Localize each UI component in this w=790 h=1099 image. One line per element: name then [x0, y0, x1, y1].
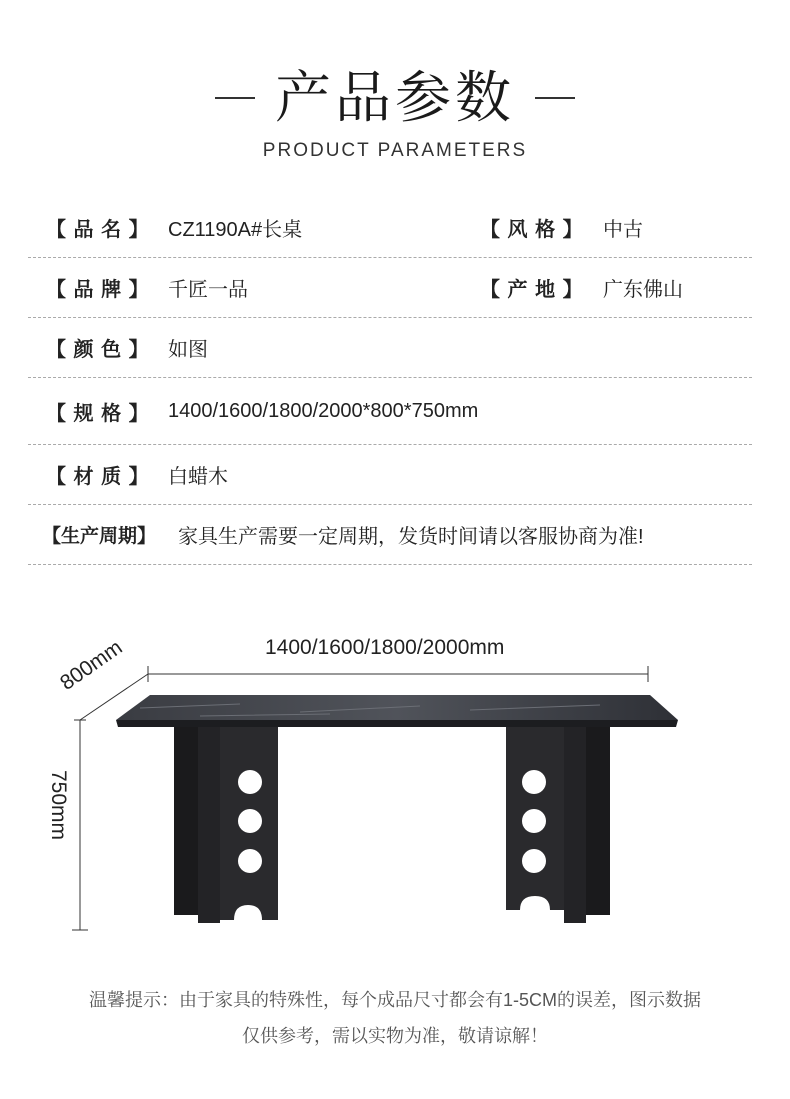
param-row-material [28, 445, 752, 505]
notice-line-2: 仅供参考，需以实物为准，敬请谅解！ [242, 1026, 548, 1046]
page-subtitle: PRODUCT PARAMETERS [262, 140, 528, 161]
notice-text [0, 982, 790, 1054]
color-value: 如图 [168, 339, 208, 361]
page-title: 产品参数 [275, 66, 515, 129]
cycle-value: 家具生产需要一定周期，发货时间请以客服协商为准! [178, 526, 644, 548]
title-right-line [535, 97, 575, 99]
width-dimension-label: 1400/1600/1800/2000mm [265, 636, 505, 659]
title-row [0, 62, 790, 134]
left-leg [174, 727, 278, 923]
spec-value: 1400/1600/1800/2000*800*750mm [168, 399, 479, 422]
name-value: CZ1190A#长桌 [168, 219, 303, 241]
spec-label: 【 规 格 】 [46, 402, 150, 425]
height-dimension-label: 750mm [47, 770, 70, 841]
dimension-diagram [0, 620, 790, 960]
color-label: 【 颜 色 】 [46, 339, 150, 361]
table-illustration [0, 620, 790, 960]
cycle-label: 【生产周期】 [42, 526, 157, 547]
param-row-color [28, 318, 752, 378]
origin-label: 【 产 地 】 [480, 279, 584, 301]
parameter-table [28, 198, 752, 565]
param-row-name [28, 198, 752, 258]
origin-value: 广东佛山 [603, 279, 683, 301]
page-header [0, 62, 790, 162]
notice-line-1: 温馨提示：由于家具的特殊性，每个成品尺寸都会有1-5CM的误差，图示数据 [88, 990, 701, 1010]
param-row-cycle [28, 505, 752, 565]
brand-label: 【 品 牌 】 [46, 279, 150, 301]
param-row-brand [28, 258, 752, 318]
right-leg [506, 727, 610, 923]
style-label: 【 风 格 】 [480, 219, 584, 241]
name-label: 【 品 名 】 [46, 219, 150, 241]
style-value: 中古 [603, 219, 643, 241]
tabletop-edge [116, 720, 678, 727]
material-value: 白蜡木 [168, 466, 228, 488]
param-row-spec [28, 378, 752, 445]
material-label: 【 材 质 】 [46, 466, 150, 488]
title-left-line [215, 97, 255, 99]
depth-dimension-label: 800mm [56, 635, 127, 695]
brand-value: 千匠一品 [168, 279, 248, 301]
